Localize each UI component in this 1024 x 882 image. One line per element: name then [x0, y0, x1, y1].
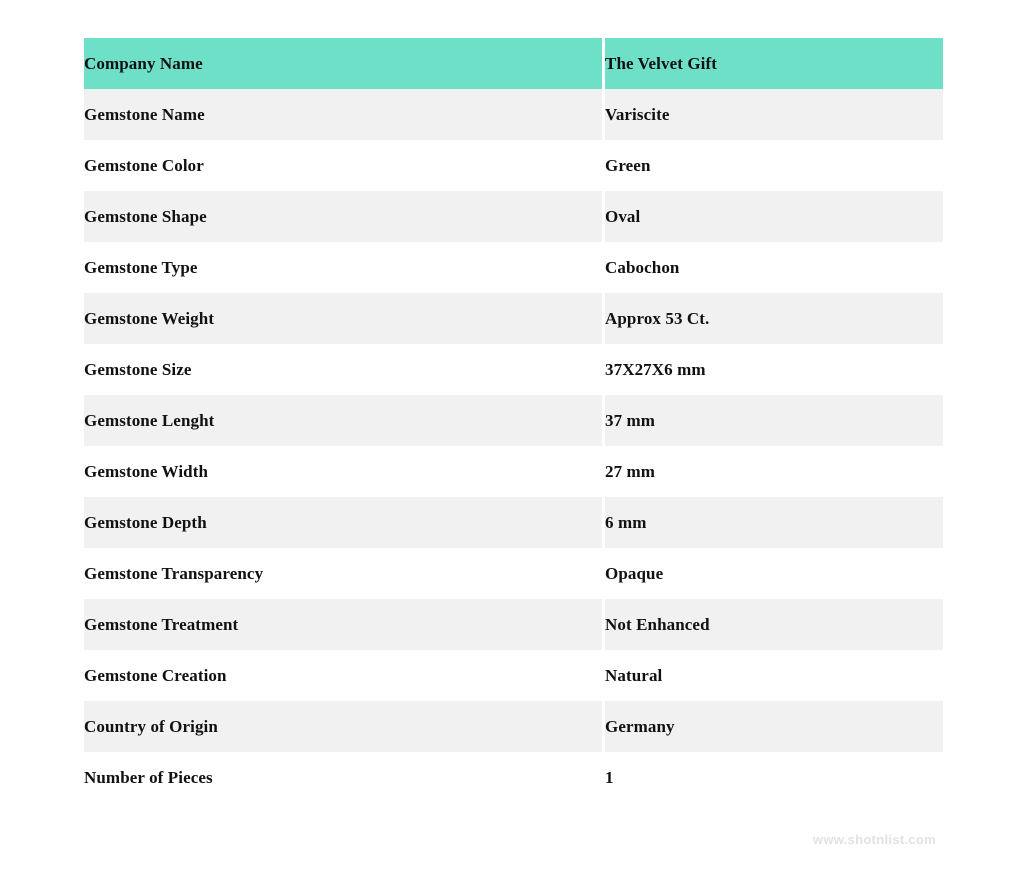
watermark: www.shotnlist.com: [812, 832, 936, 847]
table-row: [84, 599, 943, 650]
gemstone-spec-table: [84, 38, 943, 803]
spec-label: Gemstone Treatment: [84, 599, 604, 650]
table-row: [84, 395, 943, 446]
spec-value: Variscite: [604, 89, 944, 140]
table-row: [84, 752, 943, 803]
spec-value: Approx 53 Ct.: [604, 293, 944, 344]
gemstone-spec-sheet: [84, 38, 940, 803]
spec-label: Gemstone Size: [84, 344, 604, 395]
spec-label: Gemstone Type: [84, 242, 604, 293]
table-row: [84, 293, 943, 344]
table-row: [84, 446, 943, 497]
spec-value: 6 mm: [604, 497, 944, 548]
table-row: [84, 89, 943, 140]
spec-label: Company Name: [84, 38, 604, 89]
spec-label: Gemstone Color: [84, 140, 604, 191]
spec-value: The Velvet Gift: [604, 38, 944, 89]
spec-label: Gemstone Transparency: [84, 548, 604, 599]
table-row: [84, 548, 943, 599]
spec-value: Natural: [604, 650, 944, 701]
table-row: [84, 191, 943, 242]
table-row: [84, 650, 943, 701]
spec-label: Gemstone Depth: [84, 497, 604, 548]
spec-table-body: [84, 38, 943, 803]
spec-value: Opaque: [604, 548, 944, 599]
spec-label: Gemstone Lenght: [84, 395, 604, 446]
spec-value: Cabochon: [604, 242, 944, 293]
spec-label: Gemstone Creation: [84, 650, 604, 701]
table-row: [84, 344, 943, 395]
table-row: [84, 497, 943, 548]
table-row: [84, 242, 943, 293]
spec-value: 37 mm: [604, 395, 944, 446]
table-row: [84, 140, 943, 191]
spec-value: 37X27X6 mm: [604, 344, 944, 395]
spec-value: Green: [604, 140, 944, 191]
spec-label: Country of Origin: [84, 701, 604, 752]
spec-label: Gemstone Weight: [84, 293, 604, 344]
spec-value: Germany: [604, 701, 944, 752]
spec-label: Gemstone Name: [84, 89, 604, 140]
table-row: [84, 701, 943, 752]
table-row: [84, 38, 943, 89]
spec-label: Gemstone Shape: [84, 191, 604, 242]
spec-label: Gemstone Width: [84, 446, 604, 497]
spec-value: 1: [604, 752, 944, 803]
spec-value: Oval: [604, 191, 944, 242]
spec-value: Not Enhanced: [604, 599, 944, 650]
spec-label: Number of Pieces: [84, 752, 604, 803]
spec-value: 27 mm: [604, 446, 944, 497]
